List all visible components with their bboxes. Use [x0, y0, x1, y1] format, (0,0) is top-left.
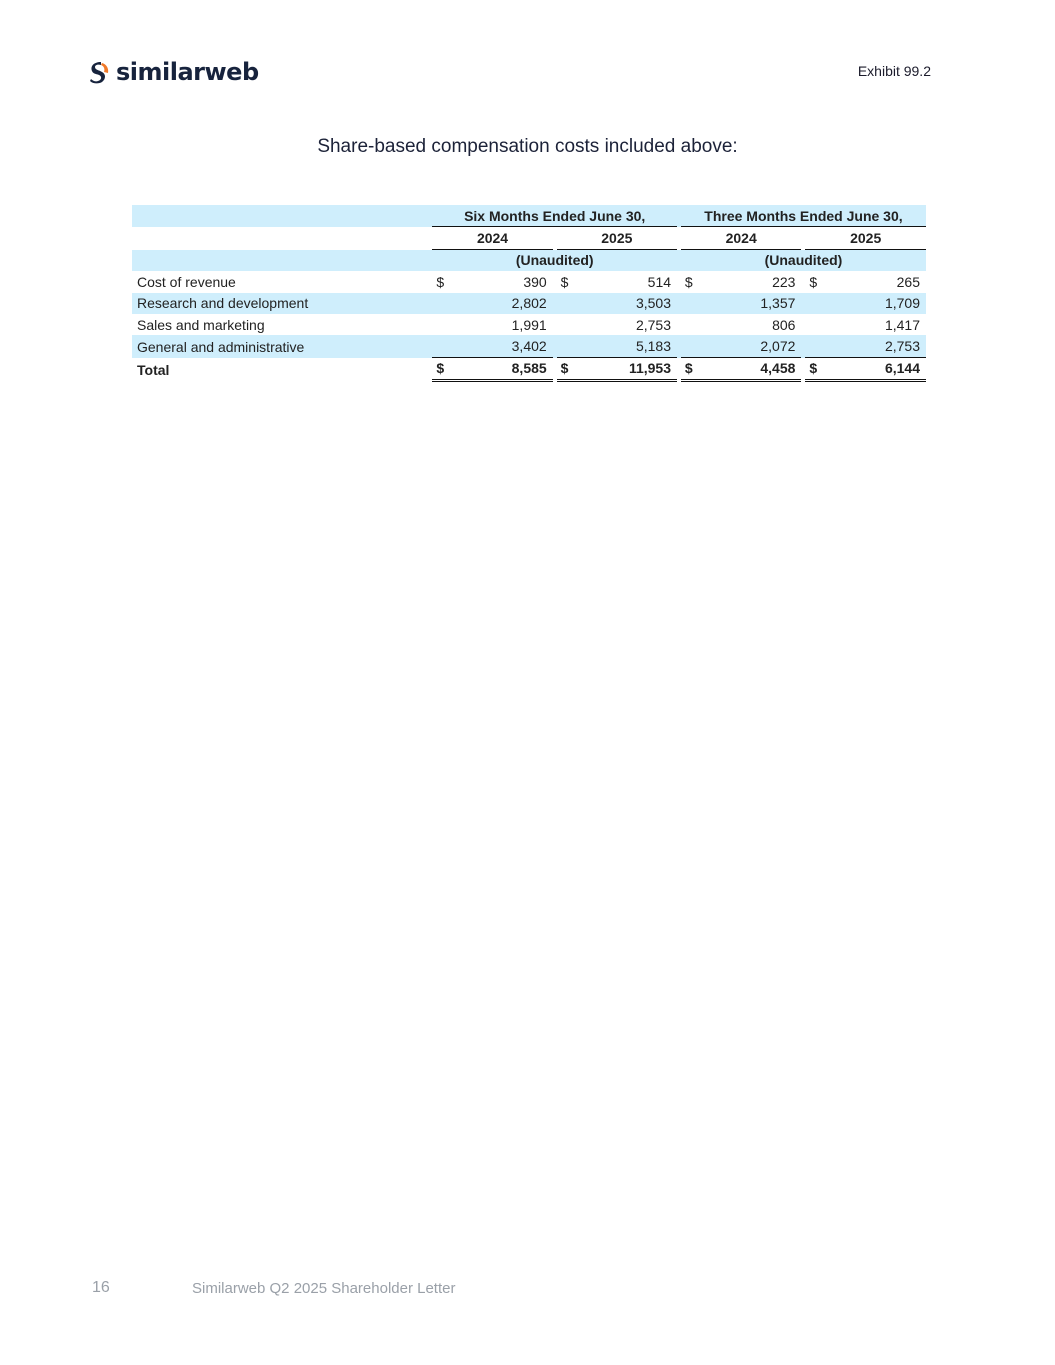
total-value: 4,458 — [709, 358, 802, 382]
total-row — [132, 358, 926, 382]
table-row — [132, 293, 926, 314]
table-row — [132, 271, 926, 292]
exhibit-label: Exhibit 99.2 — [857, 63, 931, 79]
cell-value: 1,417 — [884, 316, 920, 333]
cell-value: 1,357 — [709, 293, 802, 314]
row-label: General and administrative — [132, 335, 432, 357]
cell-value: 390 — [523, 273, 547, 290]
currency-symbol: $ — [805, 358, 833, 382]
cell-value: 5,183 — [584, 335, 677, 357]
row-label: Sales and marketing — [137, 316, 265, 333]
logo-wordmark: similarweb — [116, 58, 259, 86]
currency-symbol: $ — [436, 273, 445, 290]
row-label: Cost of revenue — [137, 273, 236, 290]
total-label: Total — [137, 361, 170, 378]
year-header: 2024 — [681, 227, 802, 249]
cell-value: 3,402 — [460, 335, 552, 357]
cell-value: 1,709 — [833, 293, 926, 314]
share-based-compensation-table — [132, 205, 926, 382]
year-header-row — [132, 227, 926, 249]
currency-symbol: $ — [684, 273, 693, 290]
similarweb-logo-icon — [88, 60, 110, 84]
year-header: 2025 — [557, 227, 677, 249]
currency-symbol: $ — [560, 273, 569, 290]
similarweb-logo — [88, 58, 259, 86]
table-row — [132, 314, 926, 335]
table-row — [132, 335, 926, 357]
total-value: 6,144 — [833, 358, 926, 382]
currency-symbol: $ — [809, 273, 818, 290]
unaudited-row — [132, 250, 926, 271]
cell-value: 2,802 — [460, 293, 552, 314]
cell-value: 3,503 — [584, 293, 677, 314]
three-months-header: Three Months Ended June 30, — [681, 205, 926, 227]
footer-document-title: Similarweb Q2 2025 Shareholder Letter — [192, 1280, 456, 1297]
total-value: 11,953 — [584, 358, 677, 382]
currency-symbol: $ — [557, 358, 585, 382]
cell-value: 514 — [647, 273, 672, 290]
cell-value: 2,753 — [833, 335, 926, 357]
total-value: 8,585 — [460, 358, 552, 382]
cell-value: 265 — [896, 273, 920, 290]
cell-value: 223 — [772, 273, 796, 290]
unaudited-label: (Unaudited) — [432, 250, 677, 271]
year-header: 2024 — [432, 227, 552, 249]
cell-value: 806 — [772, 316, 796, 333]
currency-symbol: $ — [432, 358, 460, 382]
page-number: 16 — [92, 1279, 110, 1296]
cell-value: 2,072 — [709, 335, 802, 357]
unaudited-label: (Unaudited) — [681, 250, 926, 271]
six-months-header: Six Months Ended June 30, — [432, 205, 677, 227]
year-header: 2025 — [805, 227, 926, 249]
row-label: Research and development — [132, 293, 432, 314]
section-title: Share-based compensation costs included above: — [317, 136, 738, 157]
currency-symbol: $ — [681, 358, 709, 382]
cell-value: 1,991 — [511, 316, 547, 333]
period-header-row — [132, 205, 926, 227]
cell-value: 2,753 — [635, 316, 672, 333]
